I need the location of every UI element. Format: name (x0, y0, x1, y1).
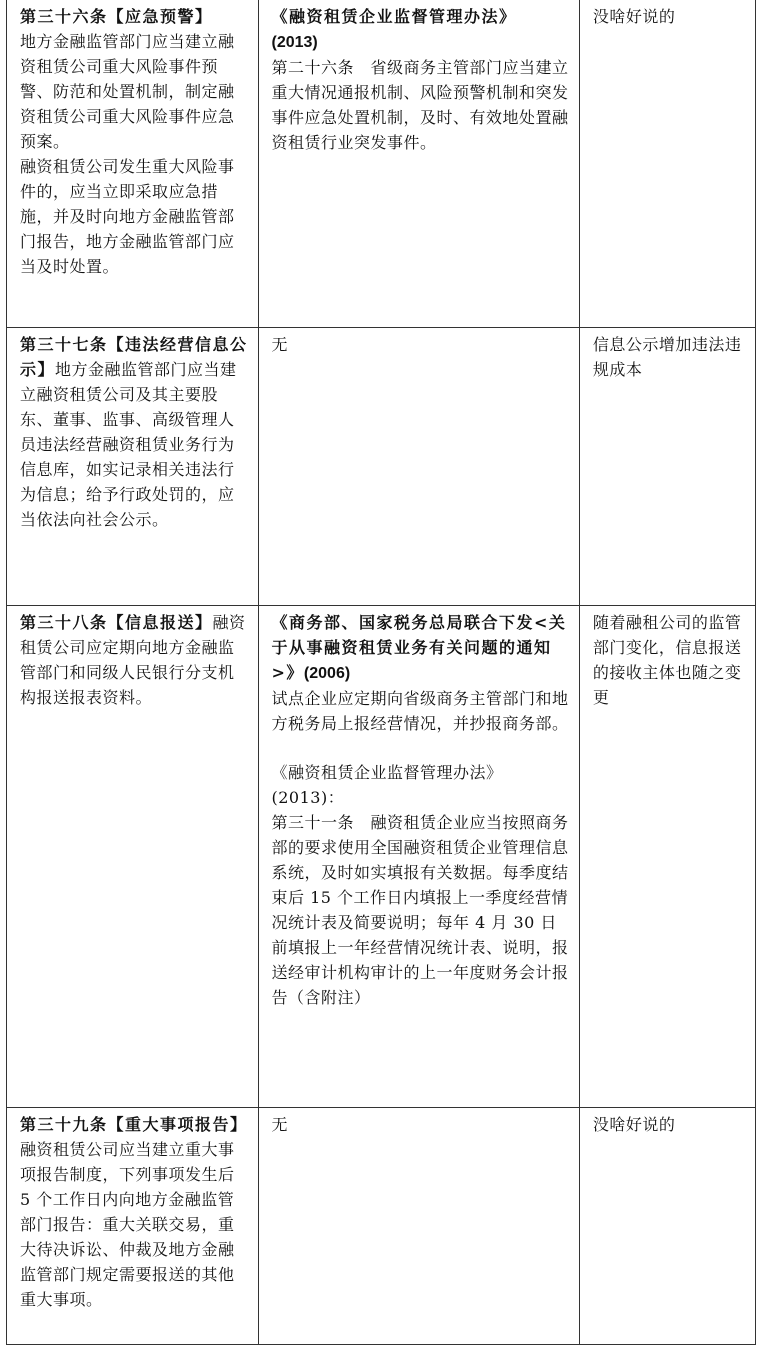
reference-doc-year: (2006) (303, 665, 351, 682)
comment-cell (579, 606, 755, 1108)
reference-text: 第二十六条 省级商务主管部门应当建立重大情况通报机制、风险预警机制和突发事件应急处置机制，及时、有效地处置融资租赁行业突发事件。 (271, 58, 569, 152)
reference-text: 第三十一条 融资租赁企业应当按照商务部的要求使用全国融资租赁企业管理信息系统，及时如实填报有关数据。每季度结束后 15 个工作日内填报上一季度经营情况统计表及简要说明；每年 4 月 30 日前填报上一年经营情况统计表、说明，报送经审计机构审计的上一年度财务会计报告（含附注） (271, 813, 569, 1007)
provision-cell (7, 0, 259, 328)
provision-cell (7, 328, 259, 606)
reference-doc-title: 《商务部、国家税务总局联合下发<关于从事融资租赁业务有关问题的通知>》 (271, 613, 567, 682)
provision-title: 第三十七条【违法经营信息公示】 (20, 335, 248, 379)
reference-cell (258, 606, 579, 1108)
comment-text: 没啥好说的 (592, 1115, 676, 1134)
provision-text: 融资租赁公司应当建立重大事项报告制度，下列事项发生后 5 个工作日内向地方金融监管部门报告：重大关联交易，重大待决诉讼、仲裁及地方金融监管部门规定需要报送的其他重大事项。 (20, 1140, 235, 1309)
comment-text: 信息公示增加违法违规成本 (592, 335, 742, 379)
reference-doc-title: 《融资租赁企业监督管理办法》 (2013)： (271, 763, 503, 807)
provision-text: 地方金融监管部门应当建立融资租赁公司重大风险事件预警、防范和处置机制，制定融资租赁公司重大风险事件应急预案。 (20, 32, 235, 151)
provision-title: 第三十九条【重大事项报告】 (20, 1115, 248, 1134)
comment-text: 随着融租公司的监管部门变化，信息报送的接收主体也随之变更 (592, 613, 742, 707)
table-row (7, 0, 756, 328)
comment-text: 没啥好说的 (592, 7, 676, 26)
regulation-comparison-table (6, 0, 756, 1345)
reference-cell (258, 0, 579, 328)
provision-cell (7, 606, 259, 1108)
provision-text: 地方金融监管部门应当建立融资租赁公司及其主要股东、董事、监事、高级管理人员违法经营融资租赁业务行为信息库，如实记录相关违法行为信息；给予行政处罚的，应当依法向社会公示。 (20, 360, 237, 529)
reference-cell (258, 1108, 579, 1345)
provision-title: 第三十八条【信息报送】 (20, 613, 213, 632)
reference-text: 试点企业应定期向省级商务主管部门和地方税务局上报经营情况，并抄报商务部。 (271, 689, 569, 733)
table-row (7, 1108, 756, 1345)
reference-text: 无 (271, 335, 289, 354)
provision-cell (7, 1108, 259, 1345)
reference-cell (258, 328, 579, 606)
spacer (272, 736, 569, 760)
provision-text: 融资租赁公司应定期向地方金融监管部门和同级人民银行分支机构报送报表资料。 (20, 613, 246, 707)
provision-text: 融资租赁公司发生重大风险事件的，应当立即采取应急措施，并及时向地方金融监管部门报告，地方金融监管部门应当及时处置。 (20, 157, 235, 276)
comment-cell (579, 0, 755, 328)
comment-cell (579, 328, 755, 606)
reference-text: 无 (271, 1115, 289, 1134)
provision-title: 第三十六条【应急预警】 (20, 7, 213, 26)
table-row (7, 606, 756, 1108)
comment-cell (579, 1108, 755, 1345)
table-row (7, 328, 756, 606)
reference-doc-title: 《融资租赁企业监督管理办法》 (2013) (271, 7, 517, 51)
